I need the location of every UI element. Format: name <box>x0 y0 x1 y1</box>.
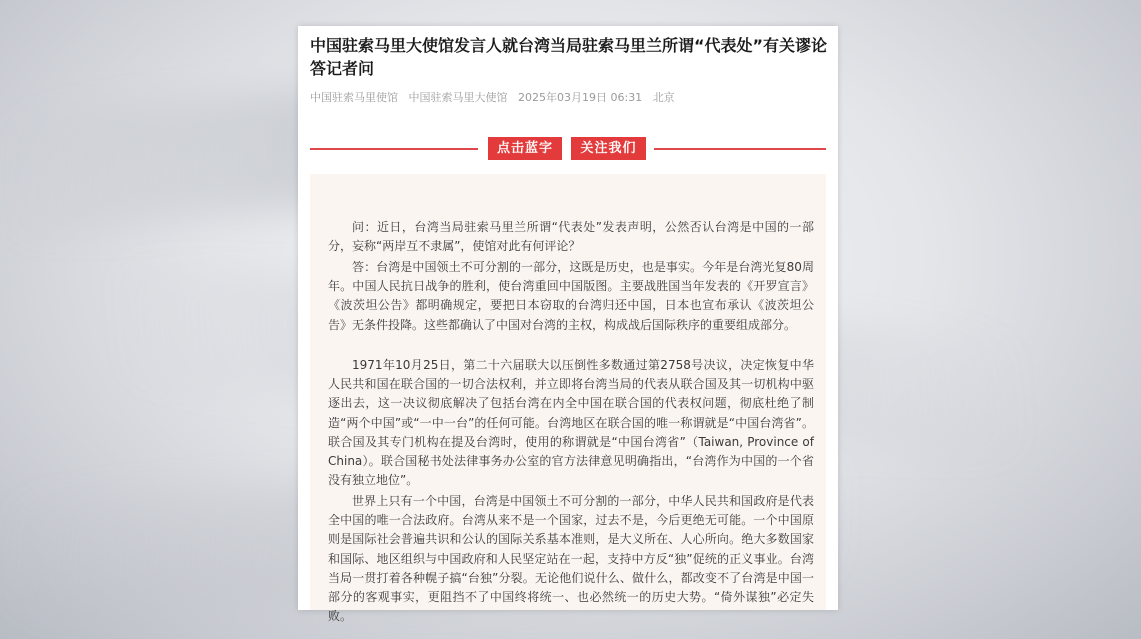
meta-author[interactable]: 中国驻索马里大使馆 <box>408 91 508 104</box>
click-blue-button[interactable]: 点击蓝字 <box>488 137 562 160</box>
article-title: 中国驻索马里大使馆发言人就台湾当局驻索马里兰所谓“代表处”有关谬论答记者问 <box>310 36 828 78</box>
paragraph-answer-1: 答：台湾是中国领土不可分割的一部分，这既是历史，也是事实。今年是台湾光复80周年。中国人民抗日战争的胜利，使台湾重回中国版图。主要战胜国当年发表的《开罗宣言》《波茨坦公告》都明确规定，要把日本窃取的台湾归还中国，日本也宣布承认《波茨坦公告》无条件投降。这些都确认了中国对台湾的主权，构成战后国际秩序的重要组成部分。 <box>328 260 814 332</box>
article-meta <box>310 89 682 105</box>
paragraph-answer-3: 世界上只有一个中国，台湾是中国领土不可分割的一部分，中华人民共和国政府是代表全中国的唯一合法政府。台湾从来不是一个国家，过去不是，今后更绝无可能。一个中国原则是国际社会普遍共识和公认的国际关系基本准则，是大义所在、人心所向。绝大多数国家和国际、地区组织与中国政府和人民坚定站在一起，支持中方反“独”促统的正义事业。台湾当局一贯打着各种幌子搞“台独”分裂。无论他们说什么、做什么，都改变不了台湾是中国一部分的客观事实，更阻挡不了中国终将统一、也必然统一的历史大势。“倚外谋独”必定失败。 <box>328 494 814 624</box>
meta-source[interactable]: 中国驻索马里使馆 <box>310 91 398 104</box>
meta-datetime: 2025年03月19日 06:31 <box>518 91 643 104</box>
article-card <box>298 26 838 624</box>
paragraph-answer-2: 1971年10月25日，第二十六届联大以压倒性多数通过第2758号决议，决定恢复中华人民共和国在联合国的一切合法权利，并立即将台湾当局的代表从联合国及其一切机构中驱逐出去，这一决议彻底解决了包括台湾在内全中国在联合国的代表权问题，彻底杜绝了制造“两个中国”或“一中一台”的任何可能。台湾地区在联合国的唯一称谓就是“中国台湾省”。联合国及其专门机构在提及台湾时，使用的称谓就是“中国台湾省”（Taiwan, Province of China）。联合国秘书处法律事务办公室的官方法律意见明确指出，“台湾作为中国的一个省没有独立地位”。 <box>328 358 814 488</box>
meta-location: 北京 <box>652 91 675 104</box>
divider-left <box>310 148 478 150</box>
article-body <box>310 174 826 624</box>
divider-right <box>654 148 826 150</box>
paragraph-question: 问：近日，台湾当局驻索马里兰所谓“代表处”发表声明，公然否认台湾是中国的一部分，妄称“两岸互不隶属”，使馆对此有何评论？ <box>328 220 814 254</box>
follow-us-button[interactable]: 关注我们 <box>571 137 646 160</box>
